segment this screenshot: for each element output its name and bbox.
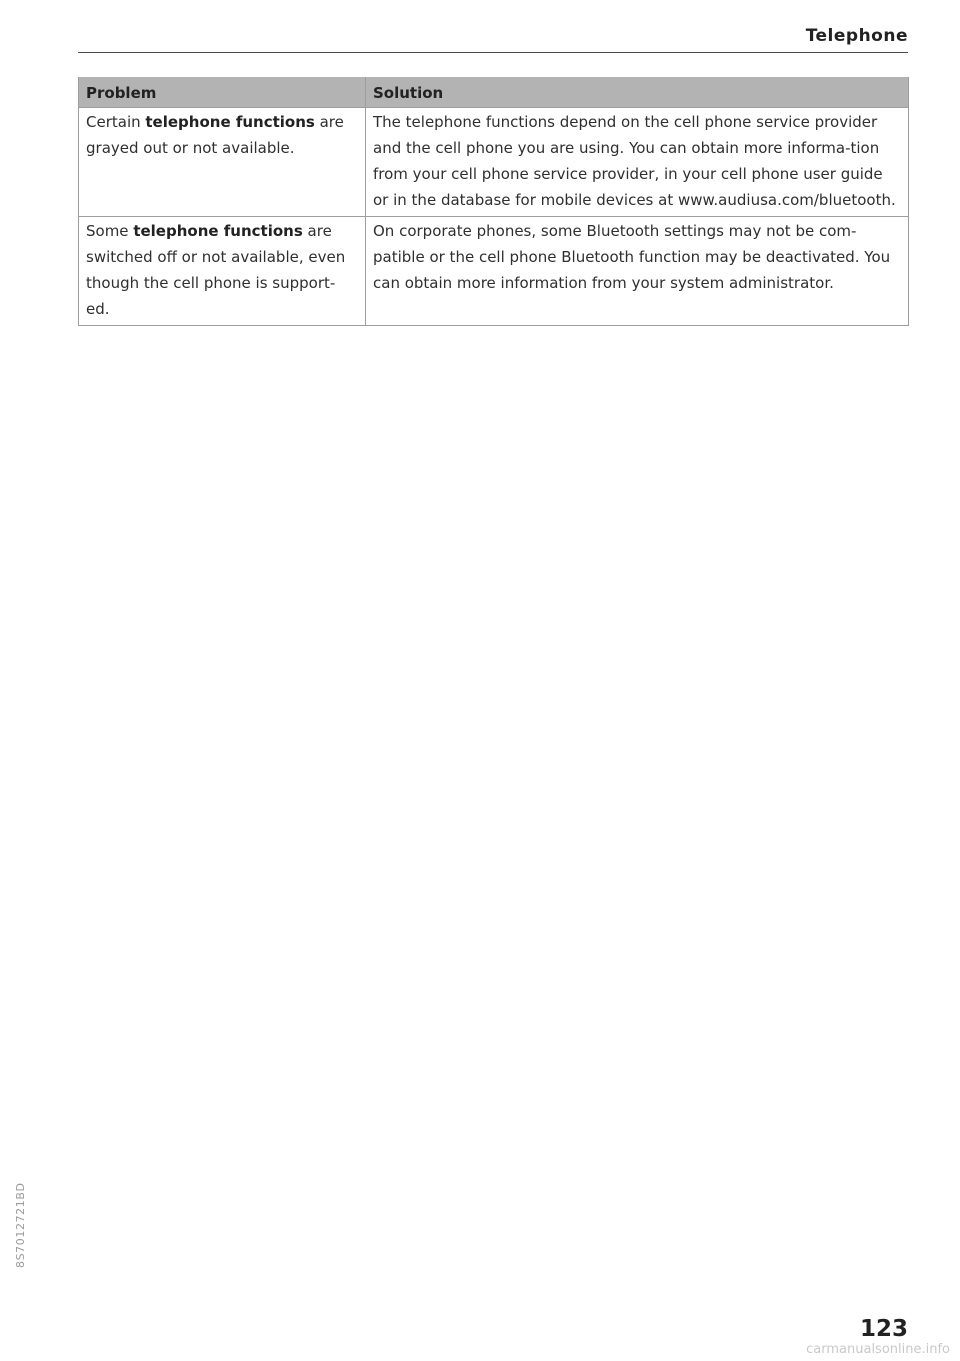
table-header-row xyxy=(79,77,909,108)
document-code: 8S7012721BD xyxy=(14,1182,27,1268)
problem-cell xyxy=(79,108,366,217)
column-header-solution: Solution xyxy=(366,77,909,108)
table-row xyxy=(79,217,909,326)
header-divider xyxy=(78,52,908,53)
problem-text-suffix: are grayed out or not available. xyxy=(86,113,344,157)
troubleshooting-table xyxy=(78,77,909,326)
problem-text-prefix: Some xyxy=(86,222,134,240)
page-number: 123 xyxy=(859,1316,908,1342)
table-row xyxy=(79,108,909,217)
problem-text-bold: telephone functions xyxy=(133,222,303,240)
column-header-problem: Problem xyxy=(79,77,366,108)
problem-text-suffix: are switched off or not available, even though the cell phone is support-ed. xyxy=(86,222,346,318)
solution-cell: On corporate phones, some Bluetooth settings may not be com-patible or the cell phone Bluetooth function may be deactivated. You can obtain more information from your system administrator. xyxy=(366,217,909,326)
problem-text-bold: telephone functions xyxy=(145,113,315,131)
solution-cell: The telephone functions depend on the cell phone service provider and the cell phone you are using. You can obtain more informa-tion from your cell phone service provider, in your cell phone user guide or in the database for mobile devices at www.audiusa.com/bluetooth. xyxy=(366,108,909,217)
problem-cell xyxy=(79,217,366,326)
watermark-text: carmanualsonline.info xyxy=(806,1342,950,1357)
running-header-title: Telephone xyxy=(805,26,908,46)
problem-text-prefix: Certain xyxy=(86,113,146,131)
